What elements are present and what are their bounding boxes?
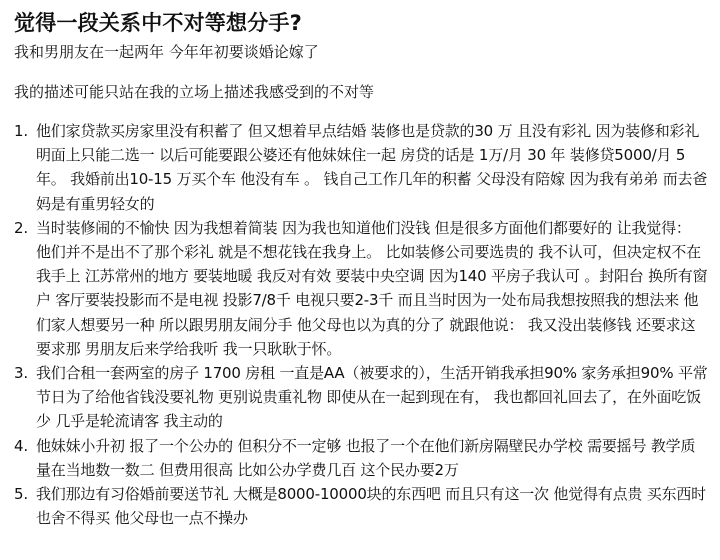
grievance-list xyxy=(14,119,710,530)
list-number: 3. xyxy=(14,364,28,383)
post-subtitle: 我和男朋友在一起两年 今年年初要谈婚论嫁了 xyxy=(14,43,319,61)
post-title: 觉得一段关系中不对等想分手? xyxy=(14,11,302,35)
list-item xyxy=(14,216,710,361)
list-text: 我们合租一套两室的房子 1700 房租 一直是AA（被要求的），生活开销我承担90% 家务承担90% 平常节日为了给他省钱没要礼物 更别说贵重礼物 即使从在一起到现在有， 我也都回礼回去了，在外面吃饭少 几乎是轮流请客 我主动的 xyxy=(36,364,708,431)
list-text: 当时装修闹的不愉快 因为我想着简装 因为我也知道他们没钱 但是很多方面他们都要好的 让我觉得： 他们并不是出不了那个彩礼 就是不想花钱在我身上。 比如装修公司要选贵的 我不认可，但决定权不在我手上 江苏常州的地方 要装地暖 我反对有效 要装中央空调 因为140 平房子我认可 。封阳台 换所有窗户 客厅要装投影而不是电视 投影7/8千 电视只要2-3千 而且当时因为一处布局我想按照我的想法来 他们家人想要另一种 所以跟男朋友闹分手 他父母也以为真的分了 就跟他说： 我又没出装修钱 还要求这要求那 男朋友后来学给我听 我一只耿耿于怀。 xyxy=(36,218,708,358)
list-number: 1. xyxy=(14,122,28,140)
list-item xyxy=(14,119,710,216)
list-item xyxy=(14,434,710,482)
list-text: 我们那边有习俗婚前要送节礼 大概是8000-10000块的东西吧 而且只有这一次 他觉得有点贵 买东西时也舍不得买 他父母也一点不操办 xyxy=(36,485,706,528)
list-item xyxy=(14,482,710,530)
list-number: 2. xyxy=(14,218,28,237)
list-number: 5. xyxy=(14,485,28,504)
list-text: 他妹妹小升初 报了一个公办的 但积分不一定够 也报了一个在他们新房隔壁民办学校 需要摇号 教学质量在当地数一数二 但费用很高 比如公办学费几百 这个民办要2万 xyxy=(36,436,696,479)
post-intro: 我的描述可能只站在我的立场上描述我感受到的不对等 xyxy=(14,83,375,101)
list-item xyxy=(14,361,710,434)
list-number: 4. xyxy=(14,436,28,455)
list-text: 他们家贷款买房家里没有积蓄了 但又想着早点结婚 装修也是贷款的30 万 且没有彩礼 因为装修和彩礼 明面上只能二选一 以后可能要跟公婆还有他妹妹住一起 房贷的话是 1万/月 30 年 装修贷5000/月 5年。 我婚前出10-15 万买个车 他没有车 。 钱自己工作几年的积蓄 父母没有陪嫁 因为我有弟弟 而去爸妈是有重男轻女的 xyxy=(36,122,708,213)
